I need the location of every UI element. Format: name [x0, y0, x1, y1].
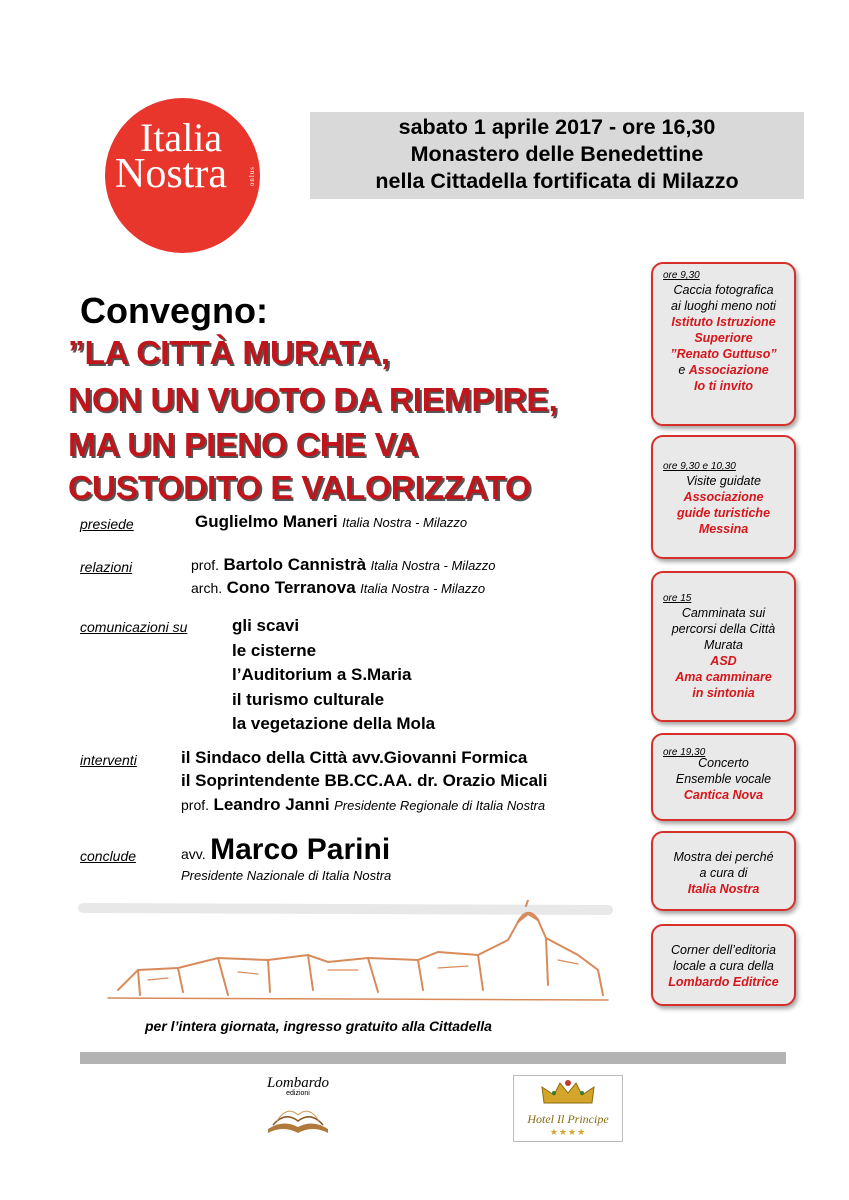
event-venue: Monastero delle Benedettine	[410, 142, 704, 166]
presiede-label: presiede	[80, 516, 134, 532]
box-line: Concerto	[698, 756, 749, 770]
intervento-3-affiliation: Presidente Regionale di Italia Nostra	[334, 798, 546, 813]
comunicazione-item: il turismo culturale	[232, 689, 385, 709]
conclude-name: Marco Parini	[210, 833, 391, 866]
lombardo-word: Lombardo	[267, 1075, 329, 1091]
presiede-name: Guglielmo Maneri	[195, 512, 338, 531]
open-book-icon	[263, 1097, 333, 1135]
box-organizer: Italia Nostra	[687, 882, 760, 896]
conclude-title: avv.	[181, 846, 206, 862]
box-line: a cura di	[699, 866, 748, 880]
title-line-3: MA UN PIENO CHE VA	[68, 427, 419, 464]
box-line: ai luoghi meno noti	[671, 299, 776, 313]
relazioni-label-row	[80, 559, 132, 577]
schedule-box-corner-editoria	[651, 924, 796, 1006]
conclude-person	[181, 833, 390, 867]
intervento-1: il Sindaco della Città avv.Giovanni Formica	[181, 748, 528, 767]
box-organizer: guide turistiche	[676, 506, 771, 520]
schedule-box-concerto	[651, 733, 796, 821]
schedule-box-camminata	[651, 571, 796, 722]
hotel-name: Hotel Il Principe	[527, 1112, 609, 1126]
box-organizer: Cantica Nova	[683, 788, 764, 802]
conclude-label-row	[80, 848, 136, 866]
box-line: Visite guidate	[686, 474, 761, 488]
box-organizer: Messina	[698, 522, 749, 536]
lombardo-edizioni-logo	[258, 1075, 338, 1140]
conclude-affiliation: Presidente Nazionale di Italia Nostra	[181, 868, 392, 883]
relazione-2-title: arch.	[191, 580, 223, 596]
title-line-4: CUSTODITO E VALORIZZATO	[68, 470, 531, 507]
box-organizer: in sintonia	[692, 686, 755, 700]
comunicazione-item: la vegetazione della Mola	[232, 714, 436, 733]
box-organizer: Istituto Istruzione	[671, 315, 776, 329]
box-organizer: Superiore	[694, 331, 753, 345]
relazione-1-title: prof.	[191, 557, 220, 573]
box-organizer: Associazione	[683, 490, 764, 504]
box-line: Ensemble vocale	[675, 772, 772, 786]
logo-word-nostra: Nostra	[115, 151, 227, 197]
box-time: ore 19,30	[663, 747, 706, 758]
hotel-il-principe-logo	[513, 1075, 623, 1142]
intervento-3	[181, 795, 545, 815]
box-time: ore 9,30 e 10,30	[663, 461, 736, 472]
lombardo-sub: edizioni	[286, 1090, 310, 1097]
presiede-person	[195, 512, 467, 532]
intervento-2: il Soprintendente BB.CC.AA. dr. Orazio Micali	[181, 771, 548, 790]
box-organizer: ”Renato Guttuso”	[670, 347, 777, 361]
relazioni-label: relazioni	[80, 559, 133, 575]
box-time: ore 9,30	[663, 270, 700, 281]
relazione-1	[191, 555, 496, 575]
presiede-affiliation: Italia Nostra - Milazzo	[342, 515, 468, 530]
comunicazioni-list	[232, 614, 435, 737]
relazione-1-name: Bartolo Cannistrà	[223, 555, 367, 574]
comunicazioni-label-row	[80, 619, 187, 637]
hotel-stars: ★★★★	[549, 1127, 587, 1137]
schedule-box-visite-guidate	[651, 435, 796, 559]
interventi-label: interventi	[80, 752, 137, 768]
box-line: e	[678, 363, 686, 377]
box-organizer: Io ti invito	[693, 379, 754, 393]
intervento-3-name: Leandro Janni	[213, 795, 330, 814]
title-line-1: ”LA CITTÀ MURATA,	[68, 335, 390, 372]
schedule-box-caccia-fotografica	[651, 262, 796, 426]
logo-word-onlus: onlus	[248, 166, 256, 187]
box-line: Caccia fotografica	[673, 283, 774, 297]
comunicazione-item: gli scavi	[232, 616, 300, 635]
event-date-location-box	[310, 112, 804, 199]
comunicazione-item: le cisterne	[232, 640, 317, 660]
event-place: nella Cittadella fortificata di Milazzo	[375, 169, 739, 193]
box-organizer: Associazione	[688, 363, 769, 377]
schedule-box-mostra	[651, 831, 796, 911]
box-line: Camminata sui	[681, 606, 766, 620]
box-line: Corner dell’editoria	[671, 943, 776, 957]
relazione-2	[191, 578, 485, 598]
title-line-2: NON UN VUOTO DA RIEMPIRE,	[68, 382, 558, 419]
box-organizer: Lombardo Editrice	[668, 975, 779, 989]
presiede-row	[80, 516, 134, 534]
convegno-heading: Convegno:	[80, 290, 268, 331]
relazione-2-affiliation: Italia Nostra - Milazzo	[360, 581, 486, 596]
italia-nostra-logo	[105, 98, 260, 253]
logo-word-italia: Italia	[140, 115, 223, 160]
comunicazione-item: l’Auditorium a S.Maria	[232, 665, 412, 684]
free-entry-note: per l’intera giornata, ingresso gratuito alla Cittadella	[145, 1018, 492, 1034]
box-organizer: ASD	[710, 654, 737, 668]
castle-sketch-illustration	[78, 900, 618, 1010]
interventi-label-row	[80, 752, 137, 770]
event-date: sabato 1 aprile 2017 - ore 16,30	[398, 115, 716, 139]
box-organizer: Ama camminare	[675, 670, 772, 684]
box-time: ore 15	[663, 593, 692, 604]
comunicazioni-label: comunicazioni su	[80, 619, 188, 635]
box-line: locale a cura della	[673, 959, 774, 973]
divider-bar	[80, 1052, 786, 1064]
box-line: Mostra dei perché	[673, 850, 774, 864]
conclude-label: conclude	[80, 848, 137, 864]
crown-icon	[540, 1079, 596, 1107]
box-line: percorsi della Città	[671, 622, 776, 636]
intervento-3-title: prof.	[181, 797, 210, 813]
relazione-1-affiliation: Italia Nostra - Milazzo	[370, 558, 496, 573]
box-line: Murata	[704, 638, 743, 652]
relazione-2-name: Cono Terranova	[226, 578, 356, 597]
